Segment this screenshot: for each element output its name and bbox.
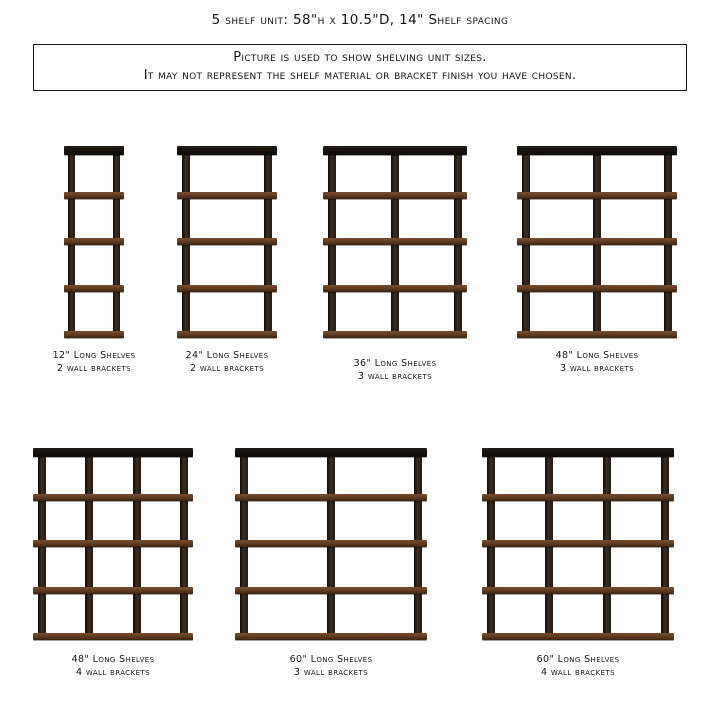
unit-caption [28, 350, 160, 376]
shelf-unit-48in-3brackets [522, 146, 672, 374]
unit-caption [333, 358, 457, 384]
caption-line-2: 2 wall brackets [190, 362, 264, 374]
unit-caption [51, 654, 175, 680]
shelf-board [64, 238, 124, 245]
shelf-unit-art [328, 146, 462, 338]
shelf-unit-art [182, 146, 272, 338]
shelf-unit-48in-4brackets [38, 448, 188, 678]
shelf-board [235, 587, 427, 594]
page-title: 5 shelf unit: 58"h x 10.5"D, 14" Shelf spacing [211, 12, 509, 28]
shelf-board [64, 285, 124, 292]
notice-box [33, 44, 687, 91]
shelf-board [323, 285, 467, 292]
caption-line-2: 4 wall brackets [541, 666, 615, 678]
caption-line-2: 4 wall brackets [76, 666, 150, 678]
shelf-board [517, 192, 677, 199]
shelf-unit-art [240, 448, 422, 640]
shelf-board [177, 238, 277, 245]
shelf-board [64, 331, 124, 338]
shelf-board [482, 448, 674, 457]
caption-line-2: 2 wall brackets [57, 362, 131, 374]
caption-line-2: 3 wall brackets [560, 362, 634, 374]
shelf-unit-art [522, 146, 672, 338]
shelf-board [517, 146, 677, 155]
shelf-unit-art [68, 146, 120, 338]
shelf-board [482, 633, 674, 640]
shelf-board [235, 633, 427, 640]
shelf-unit-12in [52, 146, 136, 374]
shelf-board [482, 587, 674, 594]
shelf-board [64, 146, 124, 155]
caption-line-1: 60" Long Shelves [289, 654, 373, 665]
shelf-board [235, 494, 427, 501]
shelf-unit-art [487, 448, 669, 640]
shelf-board [323, 146, 467, 155]
shelf-board [33, 494, 193, 501]
unit-caption [269, 654, 393, 680]
shelf-board [177, 146, 277, 155]
notice-line-1: Picture is used to show shelving unit sizes. [233, 50, 487, 66]
shelf-board [33, 540, 193, 547]
shelf-board [33, 448, 193, 457]
caption-line-1: 48" Long Shelves [555, 350, 639, 361]
shelf-unit-art [38, 448, 188, 640]
shelf-board [64, 192, 124, 199]
caption-line-1: 48" Long Shelves [71, 654, 155, 665]
shelf-board [177, 331, 277, 338]
caption-line-1: 24" Long Shelves [185, 350, 269, 361]
shelf-board [517, 238, 677, 245]
unit-caption [165, 350, 289, 376]
notice-line-2: It may not represent the shelf material or bracket finish you have chosen. [143, 68, 577, 83]
unit-caption [535, 350, 659, 376]
shelf-board [482, 494, 674, 501]
shelf-unit-60in-4brackets [487, 448, 669, 678]
unit-caption [516, 654, 640, 680]
shelf-board [482, 540, 674, 547]
shelf-board [235, 448, 427, 457]
caption-line-2: 3 wall brackets [294, 666, 368, 678]
shelf-board [177, 192, 277, 199]
shelf-board [323, 192, 467, 199]
caption-line-1: 36" Long Shelves [353, 358, 437, 369]
shelf-unit-60in-3brackets [240, 448, 422, 678]
shelf-board [323, 331, 467, 338]
caption-line-2: 3 wall brackets [358, 370, 432, 382]
caption-line-1: 12" Long Shelves [52, 350, 136, 361]
shelf-board [517, 285, 677, 292]
shelf-board [33, 587, 193, 594]
shelf-board [235, 540, 427, 547]
shelf-board [33, 633, 193, 640]
shelf-board [177, 285, 277, 292]
shelf-unit-24in [182, 146, 272, 374]
shelf-board [323, 238, 467, 245]
shelf-board [517, 331, 677, 338]
shelf-unit-36in [328, 146, 462, 382]
caption-line-1: 60" Long Shelves [536, 654, 620, 665]
